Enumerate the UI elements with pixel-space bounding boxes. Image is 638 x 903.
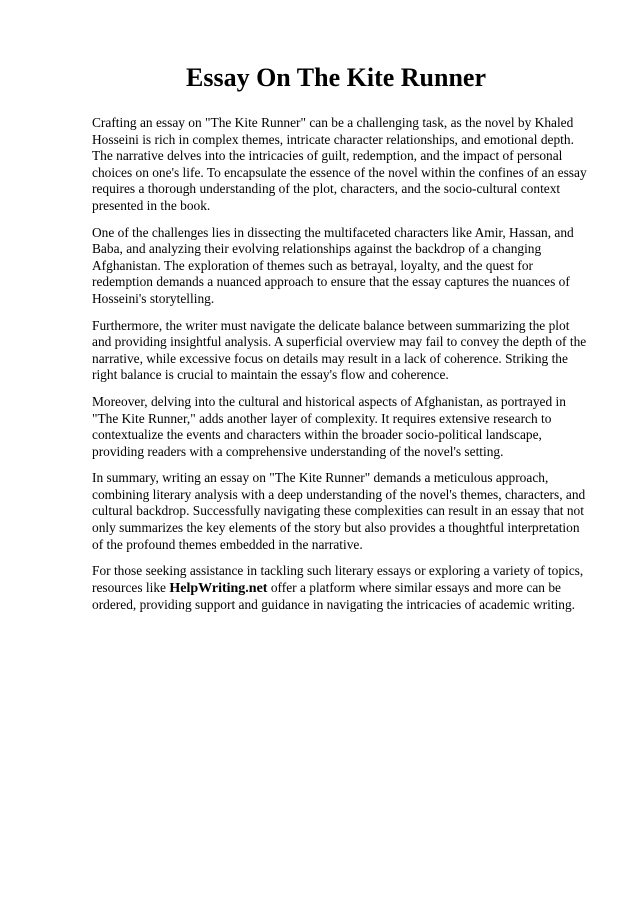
page-title: Essay On The Kite Runner	[185, 63, 486, 92]
paragraph-closing	[92, 563, 592, 614]
closing-text-before: For those seeking assistance in tackling such literary essays or exploring a variety of topics, resources like	[92, 563, 584, 595]
paragraph-characters: One of the challenges lies in dissecting the multifaceted characters like Amir, Hassan, and Baba, and analyzing their evolving relationships against the backdrop of a changing Afghanistan. The exploration of themes such as betrayal, loyalty, and the quest for redemption demands a nuanced approach to ensure that the essay captures the nuances of Hosseini's storytelling.	[92, 224, 574, 306]
paragraph-context: Moreover, delving into the cultural and historical aspects of Afghanistan, as portrayed in "The Kite Runner," adds another layer of complexity. It requires extensive research to contextualize the events and characters within the broader socio-political landscape, providing readers with a comprehensive understanding of the novel's setting.	[92, 393, 566, 459]
helpwriting-link[interactable]: HelpWriting.net	[169, 580, 268, 596]
paragraph-balance: Furthermore, the writer must navigate the delicate balance between summarizing the plot and providing insightful analysis. A superficial overview may fail to convey the depth of the narrative, while excessive focus on details may result in a lack of coherence. Striking the right balance is crucial to maintain the essay's flow and coherence.	[92, 317, 587, 383]
closing-text-after: offer a platform where similar essays and more can be ordered, providing support and guidance in navigating the intricacies of academic writing.	[92, 579, 576, 613]
paragraph-intro: Crafting an essay on "The Kite Runner" can be a challenging task, as the novel by Khaled Hosseini is rich in complex themes, intricate character relationships, and emotional depth. The narrative delves into the intricacies of guilt, redemption, and the impact of personal choices on one's life. To encapsulate the essence of the novel within the confines of an essay requires a thorough understanding of the plot, characters, and the socio-cultural context presented in the book.	[92, 115, 587, 213]
paragraph-summary: In summary, writing an essay on "The Kite Runner" demands a meticulous approach, combining literary analysis with a deep understanding of the novel's themes, characters, and cultural backdrop. Successfully navigating these complexities can result in an essay that not only summarizes the key elements of the story but also provides a thoughtful interpretation of the profound themes embedded in the narrative.	[92, 470, 586, 552]
